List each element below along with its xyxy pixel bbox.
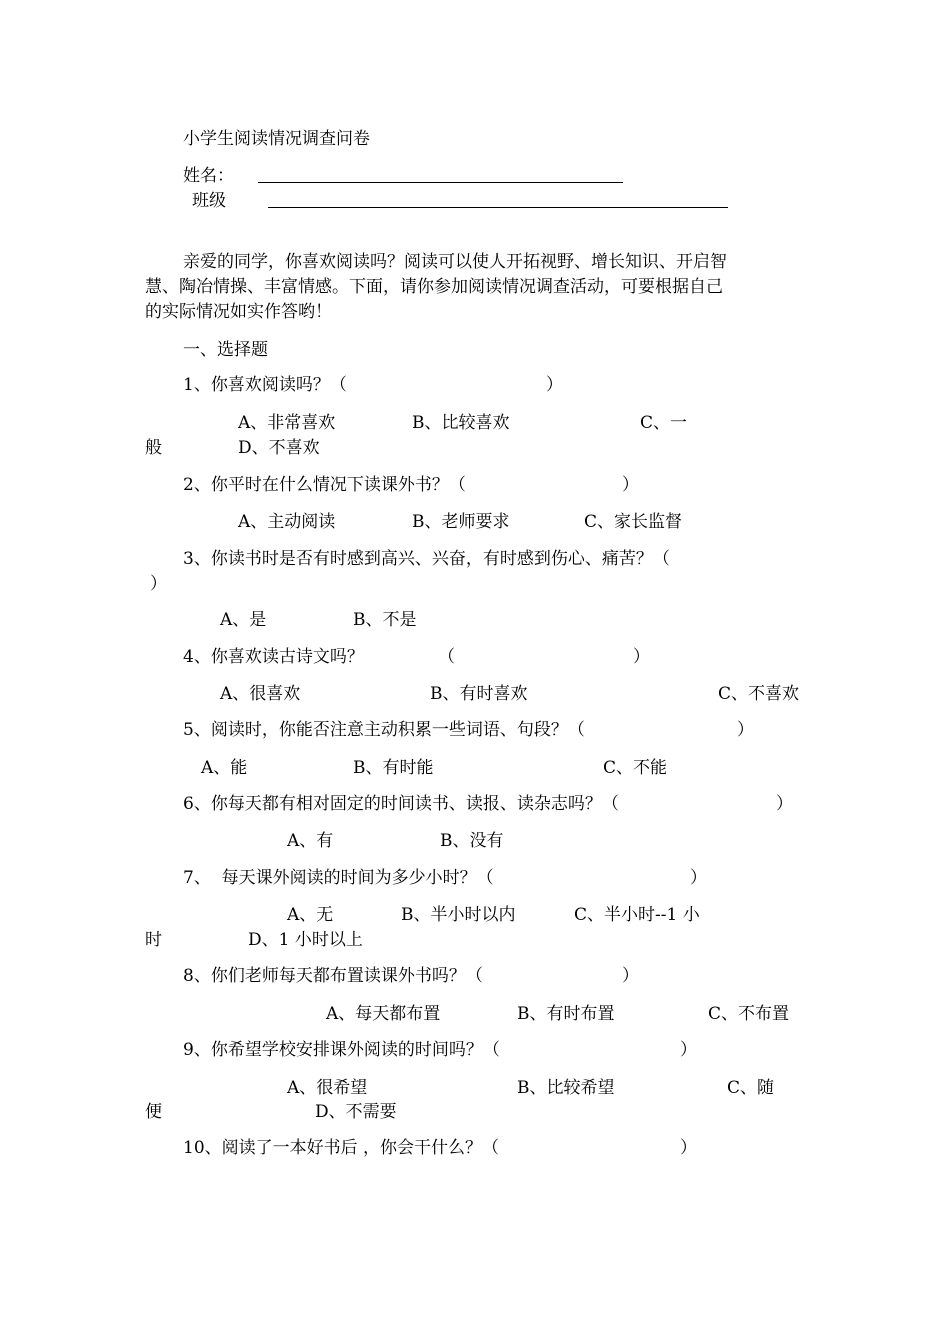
question-5-close: ） xyxy=(737,720,754,740)
q2-option-b[interactable]: B、老师要求 xyxy=(412,512,510,532)
name-blank[interactable] xyxy=(258,182,623,183)
q8-option-a[interactable]: A、每天都布置 xyxy=(326,1004,441,1024)
q8-option-b[interactable]: B、有时布置 xyxy=(517,1004,615,1024)
question-1: 1、你喜欢阅读吗？（ xyxy=(183,375,347,395)
q2-option-c[interactable]: C、家长监督 xyxy=(584,512,683,532)
q1-option-a[interactable]: A、非常喜欢 xyxy=(238,413,336,433)
q4-option-b[interactable]: B、有时喜欢 xyxy=(430,684,528,704)
question-10-close: ） xyxy=(680,1138,697,1158)
class-label: 班级 xyxy=(192,191,226,211)
intro-line-2: 慧、陶冶情操、丰富情感。下面，请你参加阅读情况调查活动，可要根据自己 xyxy=(145,277,723,297)
q9-option-c[interactable]: C、随 xyxy=(727,1078,775,1098)
q8-option-c[interactable]: C、不布置 xyxy=(708,1004,790,1024)
question-3-close: ） xyxy=(150,574,167,594)
question-8-close: ） xyxy=(622,966,639,986)
section-heading: 一、选择题 xyxy=(183,340,268,360)
question-4-open: （ xyxy=(438,647,455,667)
q7-option-c[interactable]: C、半小时--1 小 xyxy=(574,905,700,925)
q9-option-b[interactable]: B、比较希望 xyxy=(517,1078,615,1098)
q6-option-a[interactable]: A、有 xyxy=(287,831,334,851)
question-4: 4、你喜欢读古诗文吗？ xyxy=(183,647,364,667)
q7-option-d[interactable]: D、1 小时以上 xyxy=(248,930,363,950)
question-5: 5、阅读时，你能否注意主动积累一些词语、句段？（ xyxy=(183,720,585,740)
question-6-close: ） xyxy=(776,794,793,814)
q5-option-a[interactable]: A、能 xyxy=(201,758,248,778)
q5-option-b[interactable]: B、有时能 xyxy=(353,758,434,778)
question-4-close: ） xyxy=(633,647,650,667)
intro-line-3: 的实际情况如实作答哟！ xyxy=(145,302,332,322)
q3-option-a[interactable]: A、是 xyxy=(220,610,267,630)
question-9-close: ） xyxy=(680,1040,697,1060)
q2-option-a[interactable]: A、主动阅读 xyxy=(238,512,336,532)
question-2-close: ） xyxy=(622,475,639,495)
intro-line-1: 亲爱的同学，你喜欢阅读吗？阅读可以使人开拓视野、增长知识、开启智 xyxy=(183,252,727,272)
question-8: 8、你们老师每天都布置读课外书吗？（ xyxy=(183,966,483,986)
name-label: 姓名： xyxy=(183,166,234,186)
question-2: 2、你平时在什么情况下读课外书？（ xyxy=(183,475,466,495)
q3-option-b[interactable]: B、不是 xyxy=(353,610,417,630)
q9-option-d[interactable]: D、不需要 xyxy=(315,1102,397,1122)
q6-option-b[interactable]: B、没有 xyxy=(440,831,504,851)
q1-option-c-cont: 般 xyxy=(145,438,162,458)
q9-option-a[interactable]: A、很希望 xyxy=(287,1078,368,1098)
page-title: 小学生阅读情况调查问卷 xyxy=(183,129,370,149)
q7-option-a[interactable]: A、无 xyxy=(287,905,334,925)
q1-option-c[interactable]: C、一 xyxy=(640,413,688,433)
q9-option-c-cont: 便 xyxy=(145,1102,162,1122)
q7-option-b[interactable]: B、半小时以内 xyxy=(401,905,516,925)
q7-option-c-cont: 时 xyxy=(145,930,162,950)
question-6: 6、你每天都有相对固定的时间读书、读报、读杂志吗？（ xyxy=(183,794,619,814)
q1-option-d[interactable]: D、不喜欢 xyxy=(238,438,320,458)
q4-option-a[interactable]: A、很喜欢 xyxy=(220,684,301,704)
class-blank[interactable] xyxy=(268,207,728,208)
question-7: 7、 每天课外阅读的时间为多少小时？（ xyxy=(183,868,494,888)
question-9: 9、你希望学校安排课外阅读的时间吗？（ xyxy=(183,1040,500,1060)
question-1-close: ） xyxy=(546,375,563,395)
question-3: 3、你读书时是否有时感到高兴、兴奋，有时感到伤心、痛苦？（ xyxy=(183,549,670,569)
q5-option-c[interactable]: C、不能 xyxy=(603,758,668,778)
question-10: 10、阅读了一本好书后 ，你会干什么？（ xyxy=(183,1138,500,1158)
question-7-close: ） xyxy=(690,868,707,888)
q4-option-c[interactable]: C、不喜欢 xyxy=(718,684,800,704)
q1-option-b[interactable]: B、比较喜欢 xyxy=(412,413,510,433)
